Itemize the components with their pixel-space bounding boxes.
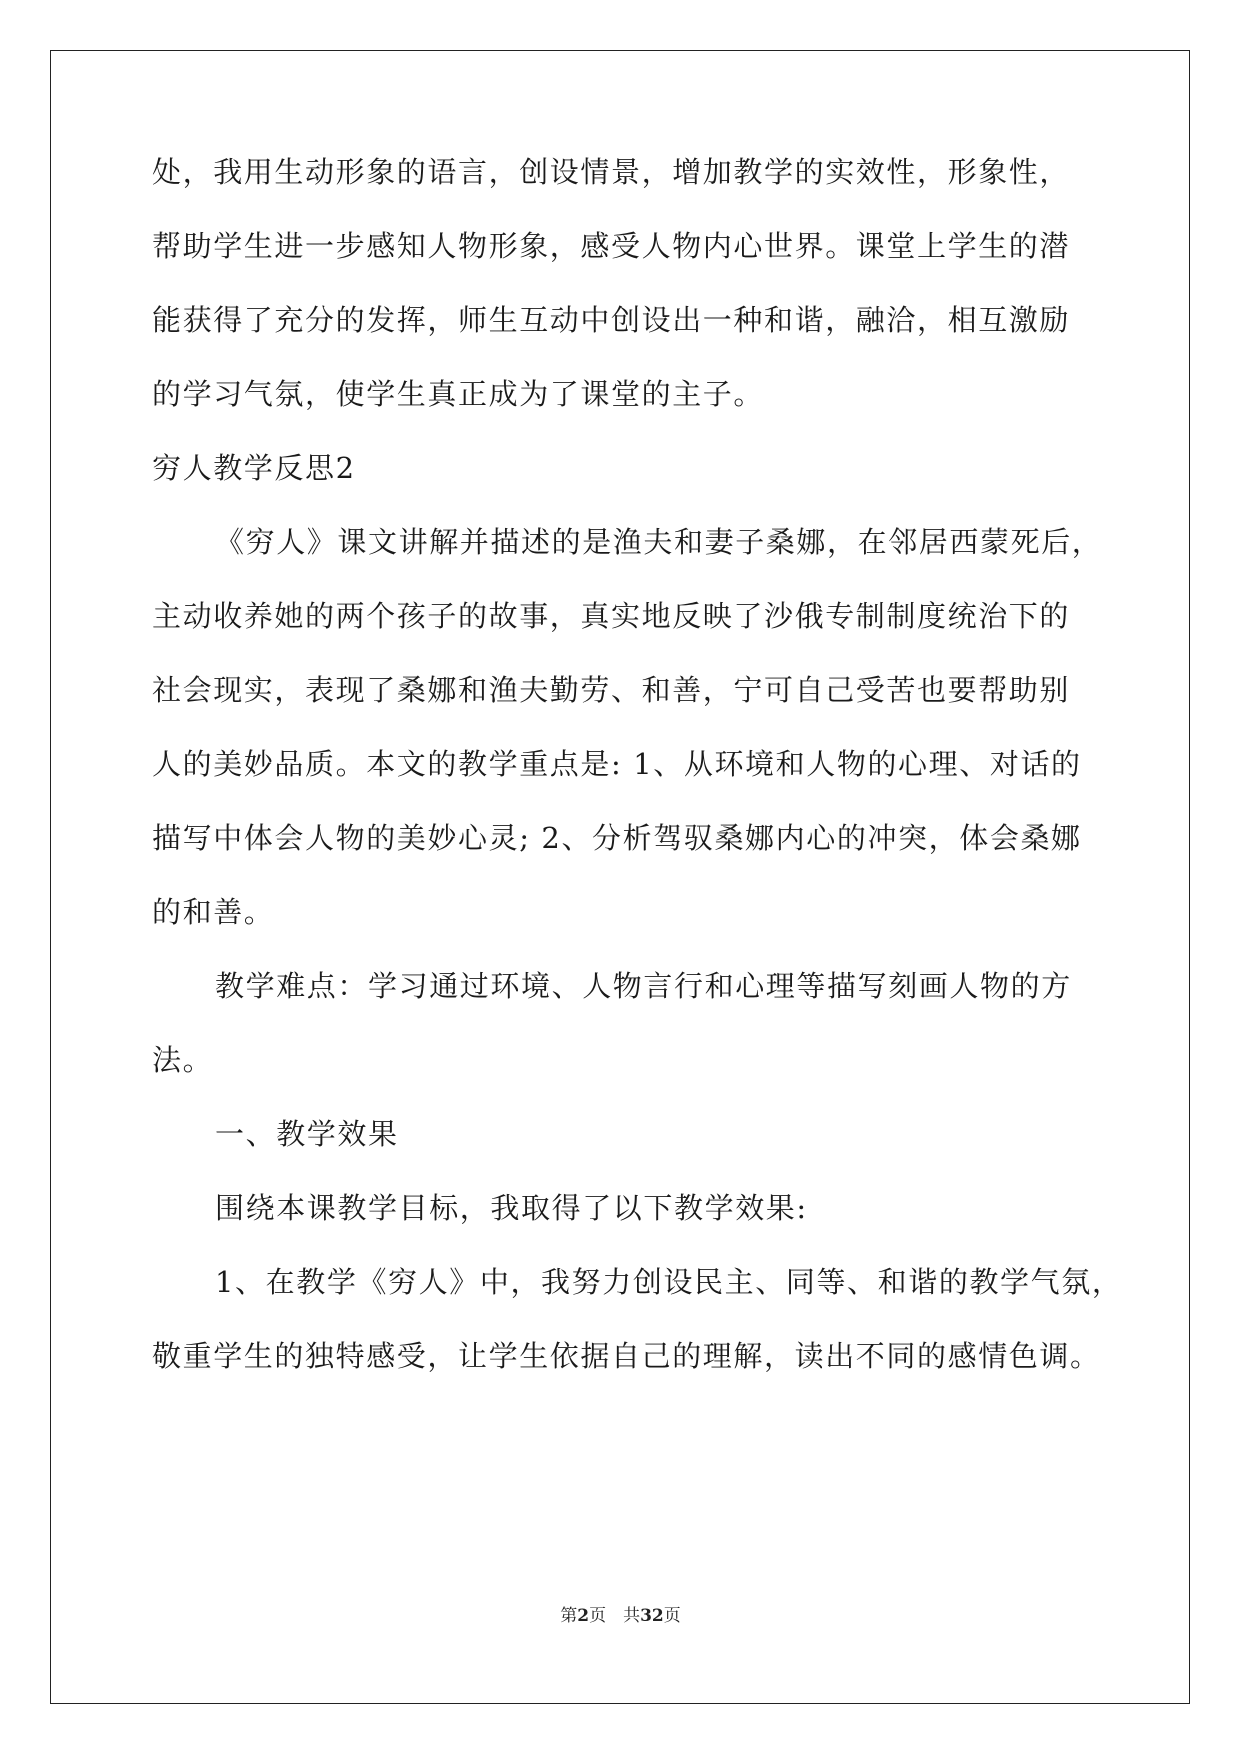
- paragraph-line: 《穷人》课文讲解并描述的是渔夫和妻子桑娜，在邻居西蒙死后，: [215, 525, 1103, 559]
- paragraph-line: 敬重学生的独特感受，让学生依据自己的理解，读出不同的感情色调。: [152, 1339, 1101, 1373]
- page-number-footer: [0, 1604, 1241, 1628]
- page-mid: 页 共: [589, 1606, 641, 1626]
- subsection-heading: 一、教学效果: [215, 1117, 399, 1151]
- paragraph-line: 1、在教学《穷人》中，我努力创设民主、同等、和谐的教学气氛，: [215, 1265, 1123, 1299]
- paragraph-line: 帮助学生进一步感知人物形象，感受人物内心世界。课堂上学生的潜: [152, 229, 1071, 263]
- paragraph-line: 处，我用生动形象的语言，创设情景，增加教学的实效性，形象性，: [152, 155, 1071, 189]
- current-page-number: 2: [577, 1606, 590, 1626]
- paragraph-line: 社会现实，表现了桑娜和渔夫勤劳、和善，宁可自己受苦也要帮助别: [152, 673, 1071, 707]
- paragraph-line: 教学难点：学习通过环境、人物言行和心理等描写刻画人物的方: [215, 969, 1072, 1003]
- page-suffix: 页: [663, 1606, 681, 1626]
- paragraph-line: 能获得了充分的发挥，师生互动中创设出一种和谐，融洽，相互激励: [152, 303, 1071, 337]
- page-prefix: 第: [560, 1606, 578, 1626]
- section-heading: 穷人教学反思2: [152, 451, 356, 485]
- paragraph-line: 的学习气氛，使学生真正成为了课堂的主子。: [152, 377, 765, 411]
- paragraph-line: 围绕本课教学目标，我取得了以下教学效果:: [215, 1191, 808, 1225]
- paragraph-line: 法。: [152, 1043, 214, 1077]
- paragraph-line: 的和善。: [152, 895, 275, 929]
- paragraph-line: 描写中体会人物的美妙心灵; 2、分析驾驭桑娜内心的冲突，体会桑娜: [152, 821, 1082, 855]
- paragraph-line: 人的美妙品质。本文的教学重点是: 1、从环境和人物的心理、对话的: [152, 747, 1082, 781]
- page-border: [50, 50, 1190, 1704]
- paragraph-line: 主动收养她的两个孩子的故事，真实地反映了沙俄专制制度统治下的: [152, 599, 1071, 633]
- total-page-number: 32: [640, 1606, 664, 1626]
